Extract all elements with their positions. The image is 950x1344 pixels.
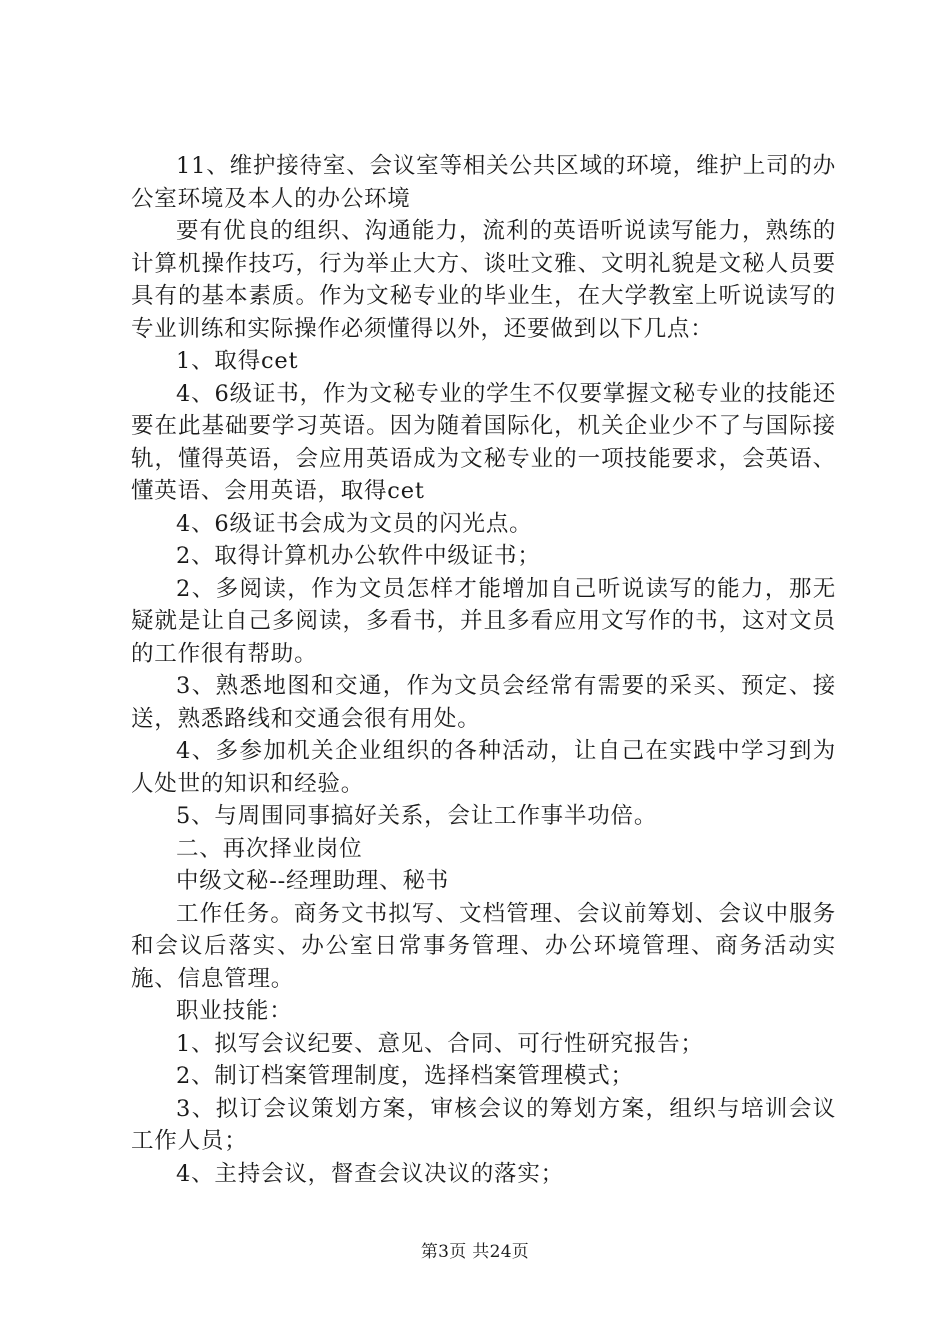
page-number-footer: 第3页 共24页: [420, 1242, 530, 1262]
paragraph: 2、取得计算机办公软件中级证书；: [176, 543, 541, 569]
paragraph: 1、拟写会议纪要、意见、合同、可行性研究报告；: [176, 1030, 704, 1057]
subsection-heading: 中级文秘--经理助理、秘书: [176, 868, 450, 894]
document-body: [131, 150, 836, 1190]
paragraph: 要有优良的组织、沟通能力，流利的英语听说读写能力，熟练的计算机操作技巧，行为举止大方、谈吐文雅、文明礼貌是文秘人员要具有的基本素质。作为文秘专业的毕业生，在大学教室上听说读写的专业训练和实际操作必须懂得以外，还要做到以下几点：: [131, 218, 836, 342]
paragraph: 2、多阅读，作为文员怎样才能增加自己听说读写的能力，那无疑就是让自己多阅读，多看书，并且多看应用文写作的书，这对文员的工作很有帮助。: [131, 575, 836, 667]
paragraph: 4、6级证书会成为文员的闪光点。: [176, 510, 533, 537]
paragraph: 职业技能：: [176, 998, 293, 1024]
paragraph: 1、取得cet: [176, 348, 299, 374]
paragraph: 4、主持会议，督查会议决议的落实；: [176, 1160, 564, 1187]
paragraph: 3、熟悉地图和交通，作为文员会经常有需要的采买、预定、接送，熟悉路线和交通会很有用处。: [131, 673, 836, 732]
paragraph: 4、多参加机关企业组织的各种活动，让自己在实践中学习到为人处世的知识和经验。: [131, 738, 836, 797]
section-heading: 二、再次择业岗位: [176, 835, 363, 862]
paragraph: 11、维护接待室、会议室等相关公共区域的环境，维护上司的办公室环境及本人的办公环境: [131, 153, 836, 212]
paragraph: 4、6级证书，作为文秘专业的学生不仅要掌握文秘专业的技能还要在此基础要学习英语。因为随着国际化，机关企业少不了与国际接轨，懂得英语，会应用英语成为文秘专业的一项技能要求，会英语、懂英语、会用英语，取得cet: [131, 380, 836, 504]
paragraph: 工作任务。商务文书拟写、文档管理、会议前筹划、会议中服务和会议后落实、办公室日常事务管理、办公环境管理、商务活动实施、信息管理。: [131, 900, 836, 992]
paragraph: 5、与周围同事搞好关系，会让工作事半功倍。: [176, 803, 658, 829]
paragraph: 3、拟订会议策划方案，审核会议的筹划方案，组织与培训会议工作人员；: [131, 1095, 836, 1154]
paragraph: 2、制订档案管理制度，选择档案管理模式；: [176, 1063, 634, 1089]
